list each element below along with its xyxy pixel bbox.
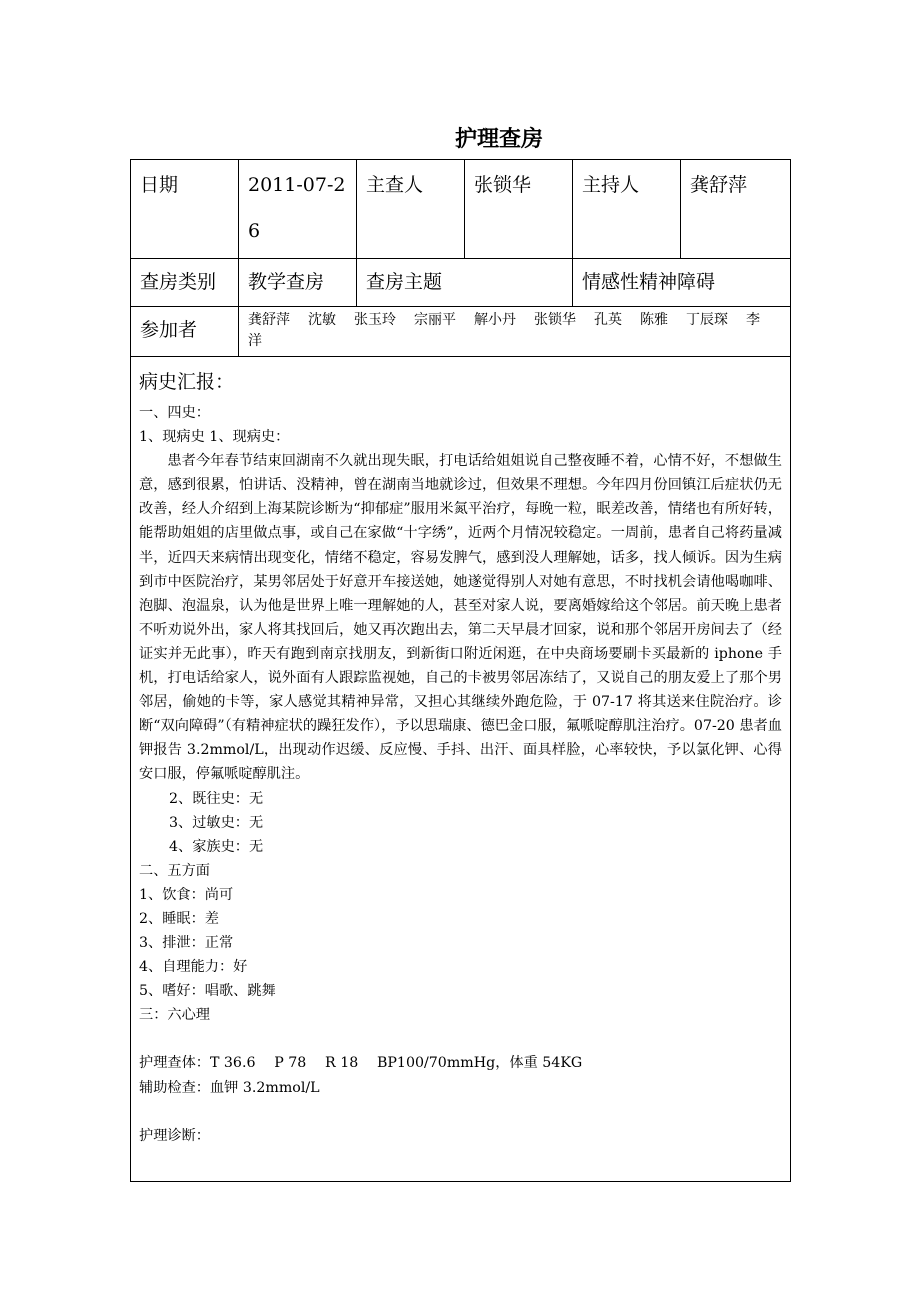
- page-title: 护理查房: [454, 126, 543, 152]
- host-value: 龚舒萍: [681, 160, 791, 259]
- excretion-item: 3、排泄：正常: [139, 935, 234, 952]
- present-illness-heading: 1、现病史 1、现病史：: [139, 429, 290, 446]
- row-type: [131, 259, 791, 307]
- report-cell: [131, 357, 791, 1182]
- section-four-histories: 一、四史：: [139, 405, 210, 421]
- section-five-aspects: 二、五方面: [139, 862, 210, 879]
- rounds-form-table: [130, 159, 791, 1182]
- participant: 沈敏: [308, 312, 336, 328]
- participant: 张玉玲: [354, 312, 396, 328]
- past-history: 2、既往史：无: [169, 790, 264, 807]
- participant: 孔英: [594, 312, 622, 328]
- date-value: 2011-07-26: [239, 160, 357, 259]
- participant: 龚舒萍: [248, 312, 290, 328]
- inspector-label: 主查人: [357, 160, 465, 259]
- host-label: 主持人: [573, 160, 681, 259]
- allergy-history: 3、过敏史：无: [169, 814, 264, 831]
- present-illness-text: 患者今年春节结束回湖南不久就出现失眠，打电话给姐姐说自己整夜睡不着，心情不好，不想做生意，感到很累，怕讲话、没精神，曾在湖南当地就诊过，但效果不理想。今年四月份回镇江后症状仍无改善，经人介绍到上海某院诊断为“抑郁症”服用米氮平治疗，每晚一粒，眠差改善，情绪也有所好转，能帮助姐姐的店里做点事，或自己在家做“十字绣”，近两个月情况较稳定。一周前，患者自己将药量减半，近四天来病情出现变化，情绪不稳定，容易发脾气，感到没人理解她，话多，找人倾诉。因为生病到市中医院治疗，某男邻居处于好意开车接送她，她遂觉得别人对她有意思，不时找机会请他喝咖啡、泡脚、泡温泉，认为他是世界上唯一理解她的人，甚至对家人说，要离婚嫁给这个邻居。前天晚上患者不听劝说外出，家人将其找回后，她又再次跑出去，第二天早晨才回家，说和那个邻居开房间去了（经证实并无此事），昨天有跑到南京找朋友，到新街口附近闲逛，在中央商场要刷卡买最新的 iphone 手机，打电话给家人，说外面有人跟踪监视她，自己的卡被男邻居冻结了，又说自己的朋友爱上了那个男邻居，偷她的卡等，家人感觉其精神异常，又担心其继续外跑危险，于 07-17 将其送来住院治疗。诊断“双向障碍”（有精神症状的躁狂发作），予以思瑞康、德巴金口服，氟哌啶醇肌注治疗。07-20 患者血钾报告 3.2mmol/L，出现动作迟缓、反应慢、手抖、出汗、面具样脸，心率较快，予以氯化钾、心得安口服，停氟哌啶醇肌注。: [139, 453, 782, 783]
- physical-exam: 护理查体：T 36.6 P 78 R 18 BP100/70mmHg，体重 54KG: [139, 1055, 583, 1072]
- sleep-item: 2、睡眠：差: [139, 910, 219, 927]
- section-six-psychology: 三：六心理: [139, 1007, 210, 1024]
- topic-value: 情感性精神障碍: [573, 259, 791, 307]
- date-label: 日期: [131, 160, 239, 259]
- participant: 宗丽平: [414, 312, 456, 328]
- nursing-diagnosis: 护理诊断：: [139, 1127, 210, 1144]
- topic-label: 查房主题: [357, 259, 573, 307]
- hobby-item: 5、嗜好：唱歌、跳舞: [139, 983, 276, 1000]
- participant: 解小丹: [474, 312, 516, 328]
- type-value: 教学查房: [239, 259, 357, 307]
- auxiliary-exam: 辅助检查：血钾 3.2mmol/L: [139, 1079, 320, 1096]
- participants-list: [239, 307, 791, 357]
- family-history: 4、家族史：无: [169, 838, 264, 855]
- inspector-value: 张锁华: [465, 160, 573, 259]
- selfcare-item: 4、自理能力：好: [139, 959, 248, 976]
- participant: 张锁华: [534, 312, 576, 328]
- participant: 丁辰琛: [686, 312, 728, 328]
- participant: 陈雅: [640, 312, 668, 328]
- type-label: 查房类别: [131, 259, 239, 307]
- diet-item: 1、饮食：尚可: [139, 886, 234, 903]
- participant: 李洋: [248, 312, 760, 349]
- report-heading: 病史汇报：: [139, 371, 235, 393]
- row-date: [131, 160, 791, 259]
- row-report: [131, 357, 791, 1182]
- participants-label: 参加者: [131, 307, 239, 357]
- row-participants: [131, 307, 791, 357]
